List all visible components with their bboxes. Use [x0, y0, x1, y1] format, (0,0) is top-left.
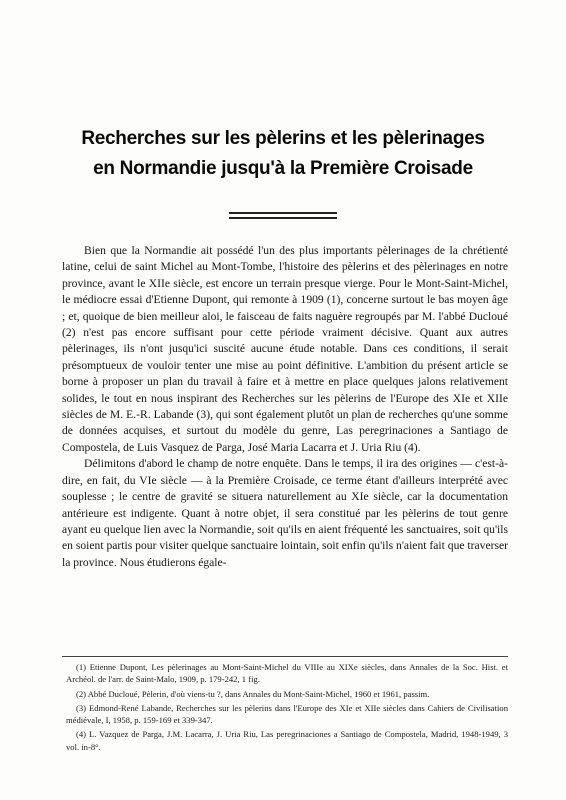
footnote-1: (1) Etienne Dupont, Les pèlerinages au Mont-Saint-Michel du VIIIe au XIXe siècles, dans Annales de la Soc. Hist. et Archéol. de l'arr. de Saint-Malo, 1909, p. 179-242, 1 fig.	[66, 662, 508, 685]
paragraph-1: Bien que la Normandie ait possédé l'un des plus importants pèlerinages de la chrétienté latine, celui de saint Michel au Mont-Tombe, l'histoire des pèlerins et des pèlerinages en notre province, avant le XIIe siècle, est encore un terrain presque vierge. Pour le Mont-Saint-Michel, le médiocre essai d'Etienne Dupont, qui remonte à 1909 (1), concerne surtout le bas moyen âge ; et, quoique de bien meilleur aloi, le faisceau de faits naguère regroupés par M. l'abbé Ducloué (2) n'est pas encore suffisant pour cette période vraiment décisive. Quant aux autres pèlerinages, ils n'ont jusqu'ici suscité aucune étude notable. Dans ces conditions, il serait présomptueux de vouloir tenter une mise au point définitive. L'ambition du présent article se borne à proposer un plan du travail à faire et à mettre en place quelques jalons relativement solides, le tout en nous inspirant des Recherches sur les pèlerins de l'Europe des XIe et XIIe siècles de M. E.-R. Labande (3), qui sont également plutôt un plan de recherches qu'une somme de données acquises, et surtout du modèle du genre, Las peregrinaciones a Santiago de Compostela, de Luis Vasquez de Parga, José Maria Lacarra et J. Uria Riu (4).	[62, 244, 508, 454]
title-divider-top	[229, 212, 337, 214]
footnote-3: (3) Edmond-René Labande, Recherches sur les pèlerins dans l'Europe des XIe et XIIe siècles dans Cahiers de Civilisation médiévale, I, 1958, p. 159-169 et 339-347.	[66, 702, 508, 726]
footnotes	[66, 661, 508, 755]
article-title	[40, 124, 526, 184]
footnote-2: (2) Abbé Ducloué, Pèlerin, d'où viens-tu ?, dans Annales du Mont-Saint-Michel, 1960 et 1961, passim.	[76, 688, 430, 699]
paragraph-2: Délimitons d'abord le champ de notre enquête. Dans le temps, il ira des origines — c'est-à-dire, en fait, du VIe siècle — à la Première Croisade, ce terme étant d'ailleurs interprété avec souplesse ; le centre de gravité se situera naturellement au XIe siècle, car la documentation antérieure est indigente. Quant à notre objet, il sera constitué par les pèlerins de tout genre ayant eu quelque lien avec la Normandie, soit qu'ils en aient fréquenté les sanctuaires, soit qu'ils en soient partis pour visiter quelque sanctuaire lointain, soit enfin qu'ils n'aient fait que traverser la province. Nous étudierons égale-	[62, 457, 508, 569]
title-line-1: Recherches sur les pèlerins et les pèlerinages	[81, 128, 485, 149]
title-divider-bottom	[229, 217, 337, 219]
title-line-2: en Normandie jusqu'à la Première Croisade	[93, 158, 473, 179]
footnote-4: (4) L. Vazquez de Parga, J.M. Lacarra, J. Uria Riu, Las peregrinaciones a Santiago de Compostela, Madrid, 1948-1949, 3 vol. in-8°.	[66, 729, 508, 752]
article-body	[62, 243, 508, 571]
footnote-divider	[62, 656, 508, 657]
